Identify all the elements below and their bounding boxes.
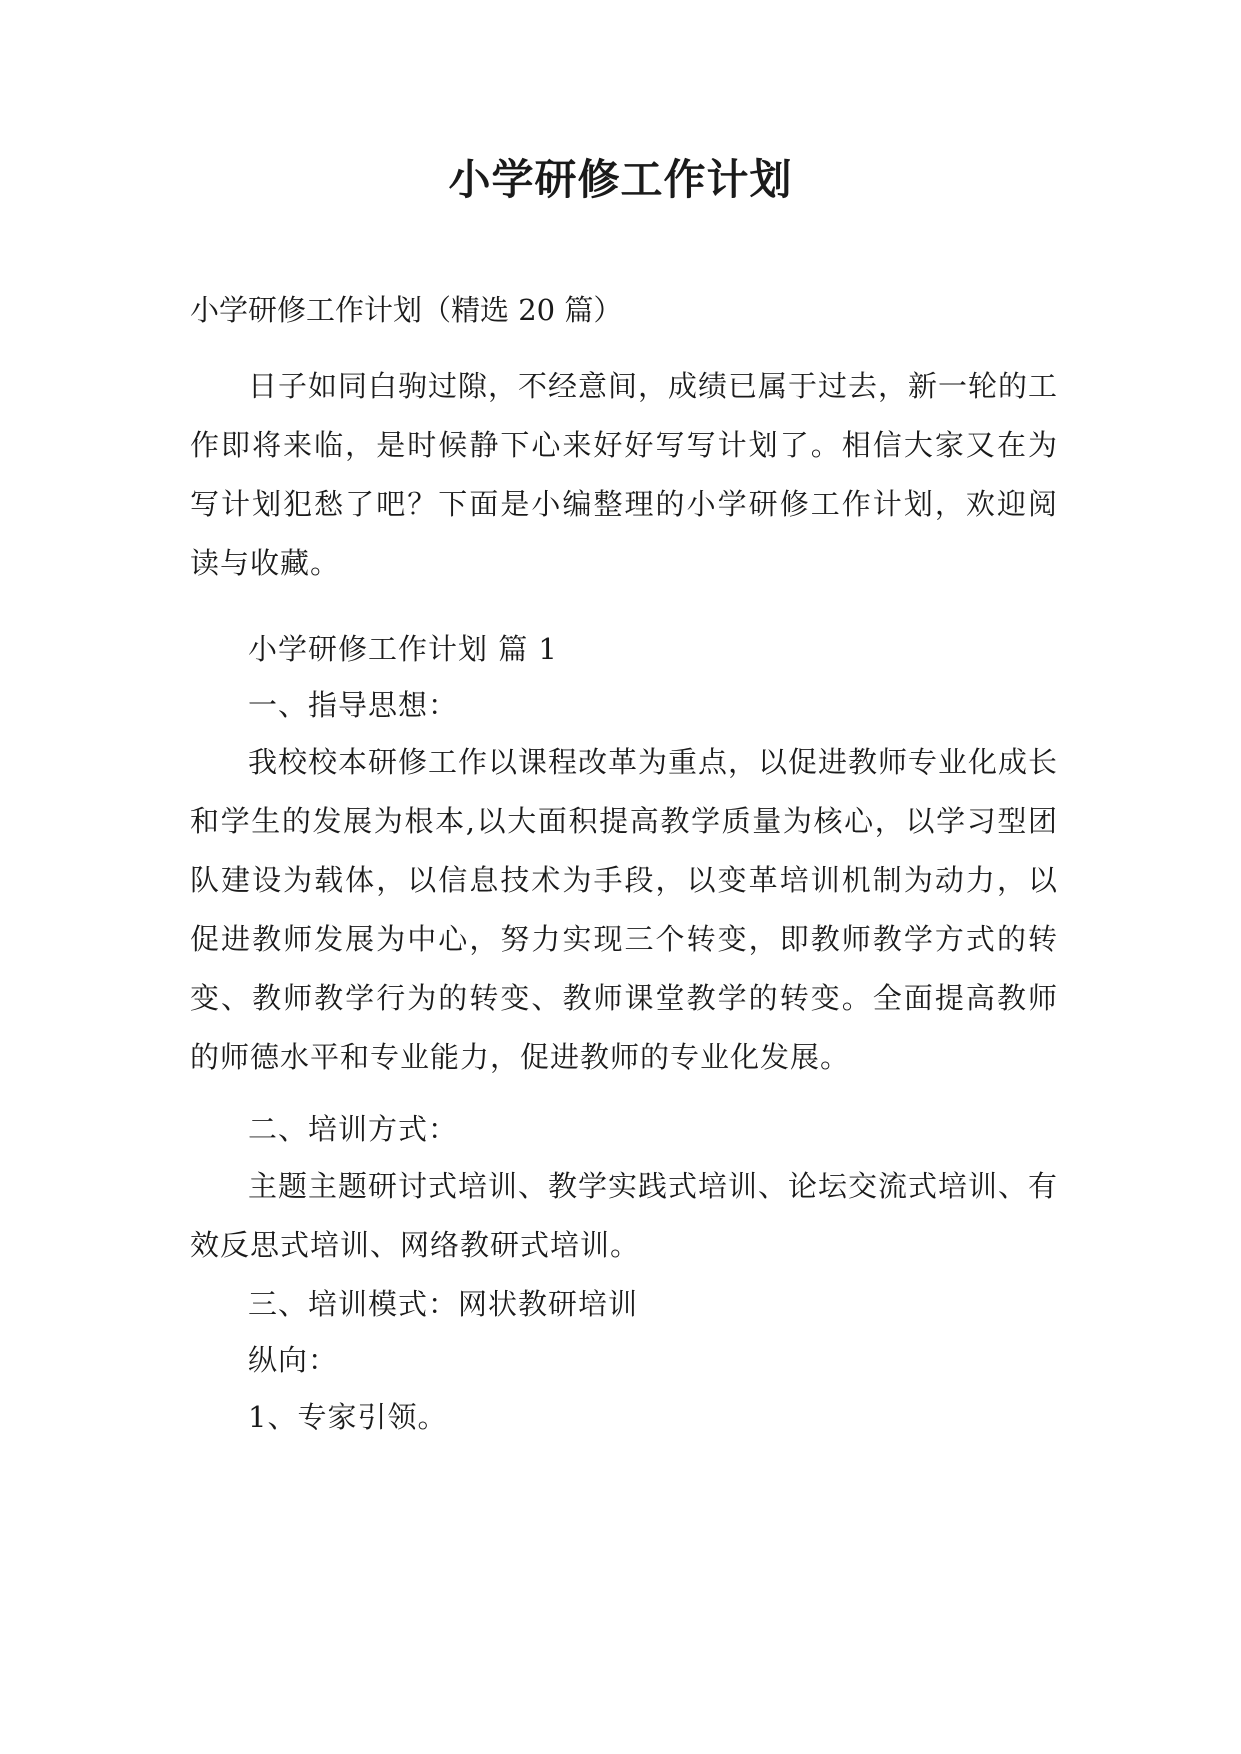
list-item: 1、专家引领。 xyxy=(248,1400,448,1434)
section-heading: 小学研修工作计划 篇 1 xyxy=(248,632,558,666)
intro-paragraph: 日子如同白驹过隙，不经意间，成绩已属于过去，新一轮的工作即将来临，是时候静下心来好好写写计划了。相信大家又在为写计划犯愁了吧？下面是小编整理的小学研修工作计划，欢迎阅读与收藏。 xyxy=(190,369,1059,580)
guiding-paragraph: 我校校本研修工作以课程改革为重点，以促进教师专业化成长和学生的发展为根本,以大面积提高教学质量为核心，以学习型团队建设为载体，以信息技术为手段，以变革培训机制为动力，以促进教师发展为中心，努力实现三个转变，即教师教学方式的转变、教师教学行为的转变、教师课堂教学的转变。全面提高教师的师德水平和专业能力，促进教师的专业化发展。 xyxy=(190,745,1059,1074)
guiding-heading: 一、指导思想： xyxy=(248,688,459,722)
document-subtitle: 小学研修工作计划（精选 20 篇） xyxy=(190,293,623,327)
mode-heading: 三、培训模式：网状教研培训 xyxy=(248,1287,639,1321)
vertical-label: 纵向： xyxy=(248,1343,339,1377)
methods-paragraph: 主题主题研讨式培训、教学实践式培训、论坛交流式培训、有效反思式培训、网络教研式培训。 xyxy=(190,1169,1059,1262)
methods-heading: 二、培训方式： xyxy=(248,1112,459,1146)
document-title: 小学研修工作计划 xyxy=(448,155,793,204)
